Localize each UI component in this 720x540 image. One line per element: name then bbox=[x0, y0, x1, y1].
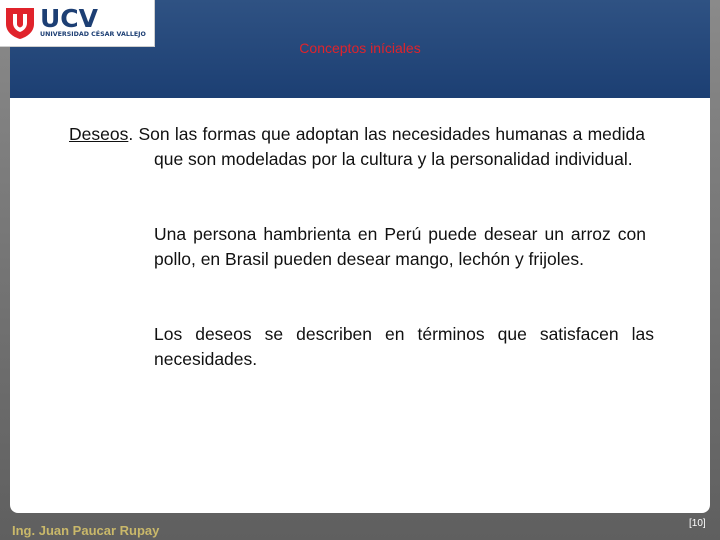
logo-subtitle: UNIVERSIDAD CÉSAR VALLEJO bbox=[40, 31, 146, 38]
content-panel bbox=[10, 98, 710, 513]
slide-title: Conceptos iníciales bbox=[299, 40, 421, 56]
definition-paragraph bbox=[69, 122, 645, 172]
logo-brand: UCV bbox=[40, 4, 98, 33]
footer-author: Ing. Juan Paucar Rupay bbox=[12, 523, 160, 538]
page-number: [10] bbox=[689, 518, 706, 529]
term-deseos: Deseos bbox=[69, 124, 129, 144]
ucv-emblem-icon bbox=[4, 6, 36, 40]
example-paragraph: Una persona hambrienta en Perú puede desear un arroz con pollo, en Brasil pueden desear mango, lechón y frijoles. bbox=[154, 224, 646, 269]
definition-text: . Son las formas que adoptan las necesidades humanas a medida que son modeladas por la cultura y la personalidad individual. bbox=[128, 124, 645, 169]
conclusion-paragraph: Los deseos se describen en términos que satisfacen las necesidades. bbox=[154, 324, 654, 369]
